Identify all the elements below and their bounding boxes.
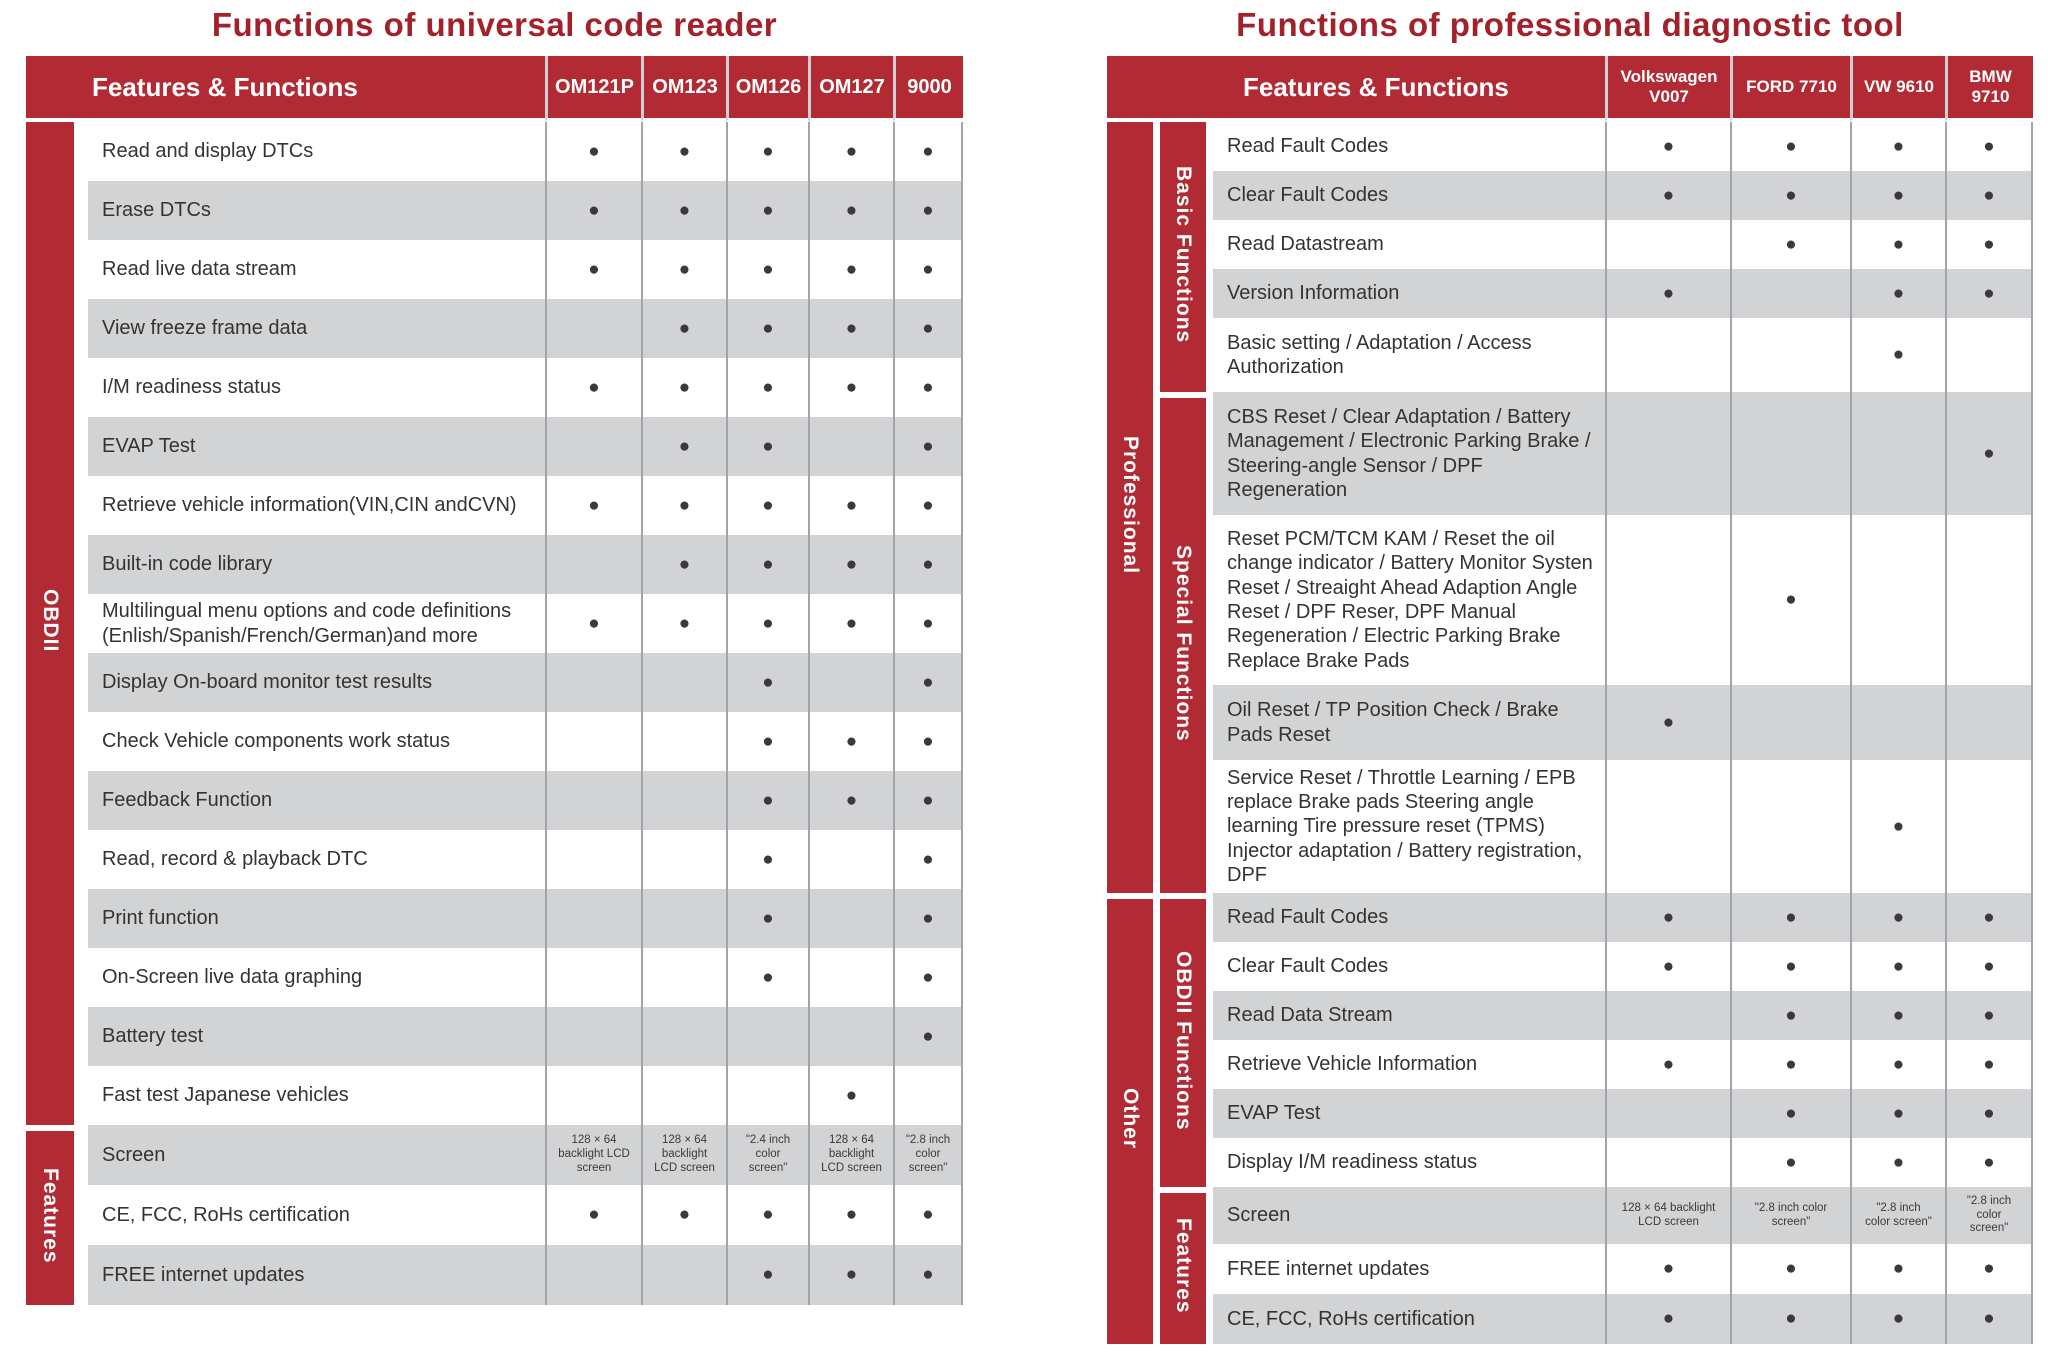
support-dot-cell: ●: [545, 594, 641, 653]
support-dot-cell: [545, 653, 641, 712]
support-dot-cell: ●: [726, 299, 808, 358]
support-dot-cell: ●: [726, 1245, 808, 1305]
screen-spec-cell: "2.4 inch color screen": [726, 1125, 808, 1185]
support-dot-cell: ●: [893, 358, 963, 417]
column-header-ford-7710: FORD 7710: [1730, 56, 1850, 122]
support-dot-cell: ●: [1605, 942, 1730, 991]
support-dot-cell: ●: [1730, 991, 1850, 1040]
support-dot-cell: [808, 889, 893, 948]
feature-label: Read Data Stream: [1213, 991, 1605, 1040]
professional-diagnostic-tool-panel: [1107, 6, 2033, 1344]
support-dot-cell: ●: [1605, 122, 1730, 171]
column-header-vw-9610: VW 9610: [1850, 56, 1945, 122]
right-table-title: Functions of professional diagnostic tool: [1236, 6, 1904, 43]
support-dot-cell: [545, 712, 641, 771]
support-dot-cell: ●: [726, 122, 808, 181]
universal-code-reader-table: [26, 56, 963, 1305]
support-dot-cell: ●: [808, 358, 893, 417]
support-dot-cell: [641, 771, 726, 830]
left-table-title: Functions of universal code reader: [211, 6, 778, 43]
support-dot-cell: ●: [726, 889, 808, 948]
support-dot-cell: ●: [1730, 515, 1850, 685]
support-dot-cell: ●: [726, 181, 808, 240]
support-dot-cell: ●: [726, 1185, 808, 1245]
features-functions-header: Features & Functions: [1107, 56, 1605, 122]
support-dot-cell: [1605, 991, 1730, 1040]
support-dot-cell: ●: [545, 181, 641, 240]
feature-label: Read, record & playback DTC: [102, 848, 368, 871]
support-dot-cell: ●: [1945, 220, 2033, 269]
support-dot-cell: ●: [1850, 1089, 1945, 1138]
support-dot-cell: ●: [893, 1007, 963, 1066]
support-dot-cell: ●: [1945, 1040, 2033, 1089]
support-dot-cell: ●: [641, 417, 726, 476]
support-dot-cell: ●: [1605, 685, 1730, 760]
support-dot-cell: [641, 712, 726, 771]
support-dot-cell: [545, 299, 641, 358]
column-header-om126: OM126: [726, 56, 808, 122]
section-label-features: Features: [39, 1167, 62, 1264]
section-label-basic-functions: Basic Functions: [1172, 165, 1195, 344]
column-header-om121p: OM121P: [545, 56, 641, 122]
feature-label: Oil Reset / TP Position Check / Brake Pads Reset: [1213, 685, 1605, 760]
support-dot-cell: [808, 948, 893, 1007]
screen-spec-cell: 128 × 64 backlight LCD screen: [545, 1125, 641, 1185]
universal-code-reader-panel: [26, 6, 963, 1305]
section-features-sidebar: [1160, 1187, 1213, 1344]
table-row: [26, 1245, 963, 1305]
support-dot-cell: [1850, 515, 1945, 685]
table-row: [26, 181, 963, 240]
section-label-obdii: OBDII: [39, 589, 62, 653]
support-dot-cell: ●: [893, 181, 963, 240]
column-header-volkswagen-v007: Volkswagen V007: [1605, 56, 1730, 122]
support-dot-cell: ●: [1850, 942, 1945, 991]
feature-label: FREE internet updates: [88, 1245, 545, 1305]
screen-spec-cell: 128 × 64 backlight LCD screen: [808, 1125, 893, 1185]
table-row: [1107, 122, 2033, 171]
support-dot-cell: [893, 1066, 963, 1125]
column-header-om127: OM127: [808, 56, 893, 122]
feature-label: I/M readiness status: [102, 376, 281, 399]
table-row: [1107, 515, 2033, 685]
support-dot-cell: ●: [1730, 1244, 1850, 1294]
table-row: [26, 476, 963, 535]
table-row: [26, 712, 963, 771]
support-dot-cell: [545, 830, 641, 889]
support-dot-cell: ●: [893, 1245, 963, 1305]
support-dot-cell: ●: [1850, 1040, 1945, 1089]
table-row: [26, 1007, 963, 1066]
support-dot-cell: [1605, 220, 1730, 269]
support-dot-cell: ●: [808, 771, 893, 830]
support-dot-cell: ●: [1605, 1294, 1730, 1344]
support-dot-cell: [545, 1066, 641, 1125]
support-dot-cell: ●: [1850, 171, 1945, 220]
table-row: [1107, 942, 2033, 991]
support-dot-cell: [545, 1007, 641, 1066]
support-dot-cell: ●: [726, 948, 808, 1007]
table-header-row: [26, 56, 963, 122]
support-dot-cell: ●: [893, 299, 963, 358]
table-row: [1107, 1089, 2033, 1138]
support-dot-cell: ●: [1850, 893, 1945, 942]
section-special-functions-sidebar: [1160, 392, 1213, 893]
support-dot-cell: ●: [1850, 318, 1945, 392]
support-dot-cell: ●: [893, 240, 963, 299]
support-dot-cell: ●: [545, 358, 641, 417]
support-dot-cell: ●: [808, 594, 893, 653]
support-dot-cell: [641, 889, 726, 948]
table-row: [26, 1185, 963, 1245]
table-row: [26, 299, 963, 358]
support-dot-cell: ●: [1730, 1040, 1850, 1089]
support-dot-cell: [1605, 318, 1730, 392]
table-row: [1107, 1040, 2033, 1089]
support-dot-cell: [1605, 515, 1730, 685]
support-dot-cell: ●: [726, 240, 808, 299]
table-row: [1107, 1244, 2033, 1294]
feature-label: FREE internet updates: [1227, 1257, 1430, 1280]
feature-label: Screen: [1213, 1187, 1605, 1244]
support-dot-cell: ●: [1730, 122, 1850, 171]
feature-label: Service Reset / Throttle Learning / EPB replace Brake pads Steering angle learning Tire pressure reset (TPMS) Injector adaptation / Battery registration， DPF: [1227, 766, 1597, 887]
support-dot-cell: ●: [1850, 122, 1945, 171]
support-dot-cell: ●: [893, 830, 963, 889]
support-dot-cell: [641, 1007, 726, 1066]
support-dot-cell: ●: [893, 417, 963, 476]
table-row: [1107, 1138, 2033, 1187]
support-dot-cell: ●: [893, 889, 963, 948]
feature-label: CE, FCC, RoHs certification: [1213, 1294, 1605, 1344]
support-dot-cell: [1945, 515, 2033, 685]
feature-label: View freeze frame data: [88, 299, 545, 358]
feature-label: Read Fault Codes: [1227, 135, 1389, 158]
support-dot-cell: ●: [1945, 1294, 2033, 1344]
support-dot-cell: [1605, 760, 1730, 893]
feature-label: On-Screen live data graphing: [102, 966, 363, 989]
support-dot-cell: ●: [808, 181, 893, 240]
table-row: [26, 535, 963, 594]
support-dot-cell: ●: [808, 1185, 893, 1245]
support-dot-cell: ●: [893, 535, 963, 594]
feature-label: Print function: [88, 889, 545, 948]
support-dot-cell: ●: [1945, 122, 2033, 171]
support-dot-cell: [808, 417, 893, 476]
feature-label: Feedback Function: [88, 771, 545, 830]
support-dot-cell: [1730, 685, 1850, 760]
support-dot-cell: ●: [641, 299, 726, 358]
support-dot-cell: ●: [808, 476, 893, 535]
support-dot-cell: ●: [641, 476, 726, 535]
table-row: [1107, 760, 2033, 893]
feature-label: Display On-board monitor test results: [88, 653, 545, 712]
support-dot-cell: [545, 889, 641, 948]
support-dot-cell: ●: [808, 240, 893, 299]
feature-label: Clear Fault Codes: [1213, 171, 1605, 220]
feature-label: Basic setting / Adaptation / Access Authorization: [1227, 331, 1532, 378]
support-dot-cell: ●: [1730, 171, 1850, 220]
support-dot-cell: ●: [1850, 1138, 1945, 1187]
screen-spec-cell: "2.8 inch color screen": [1850, 1187, 1945, 1244]
support-dot-cell: [1605, 1138, 1730, 1187]
table-row: [26, 594, 963, 653]
support-dot-cell: ●: [808, 535, 893, 594]
support-dot-cell: ●: [808, 299, 893, 358]
support-dot-cell: [808, 1007, 893, 1066]
table-row: [26, 948, 963, 1007]
feature-label: Read Datastream: [1227, 233, 1384, 256]
feature-label: Multilingual menu options and code definitions (Enlish/Spanish/French/German)and more: [102, 600, 512, 647]
section-label-special-functions: Special Functions: [1172, 544, 1195, 742]
support-dot-cell: ●: [893, 653, 963, 712]
support-dot-cell: ●: [1850, 760, 1945, 893]
support-dot-cell: ●: [1730, 893, 1850, 942]
support-dot-cell: ●: [545, 476, 641, 535]
support-dot-cell: [1730, 392, 1850, 515]
support-dot-cell: [1945, 685, 2033, 760]
section-obdii-sidebar: [26, 122, 88, 1125]
table-row: [26, 240, 963, 299]
table-row: [26, 653, 963, 712]
section-obdii-functions-sidebar: [1160, 893, 1213, 1187]
section-label-obdii-functions: OBDII Functions: [1172, 950, 1195, 1131]
professional-diagnostic-tool-table: [1107, 56, 2033, 1344]
feature-label: Retrieve Vehicle Information: [1227, 1053, 1478, 1076]
support-dot-cell: [545, 1245, 641, 1305]
table-row: [26, 830, 963, 889]
support-dot-cell: ●: [1850, 1244, 1945, 1294]
support-dot-cell: [1945, 760, 2033, 893]
support-dot-cell: ●: [1945, 171, 2033, 220]
support-dot-cell: ●: [641, 122, 726, 181]
support-dot-cell: ●: [641, 358, 726, 417]
support-dot-cell: [1605, 392, 1730, 515]
feature-label: Read and display DTCs: [102, 140, 314, 163]
column-header-9000: 9000: [893, 56, 963, 122]
feature-label: Built-in code library: [88, 535, 545, 594]
support-dot-cell: ●: [1605, 893, 1730, 942]
table-row: [1107, 893, 2033, 942]
table-row: [1107, 269, 2033, 318]
column-header-om123: OM123: [641, 56, 726, 122]
table-row: [1107, 392, 2033, 515]
feature-label: CE, FCC, RoHs certification: [102, 1203, 350, 1226]
feature-label: CBS Reset / Clear Adaptation / Battery Management / Electronic Parking Brake / Steering-angle Sensor / DPF Regeneration: [1213, 392, 1605, 515]
support-dot-cell: ●: [808, 1245, 893, 1305]
support-dot-cell: [808, 830, 893, 889]
support-dot-cell: ●: [1945, 942, 2033, 991]
support-dot-cell: ●: [641, 240, 726, 299]
table-row: [1107, 220, 2033, 269]
feature-label: Erase DTCs: [88, 181, 545, 240]
feature-label: Check Vehicle components work status: [102, 730, 450, 753]
table-row: [1107, 1294, 2033, 1344]
support-dot-cell: ●: [726, 653, 808, 712]
support-dot-cell: ●: [893, 771, 963, 830]
feature-label: Reset PCM/TCM KAM / Reset the oil change indicator / Battery Monitor Systen Reset / Streaight Ahead Adaption Angle Reset / DPF Reser, DPF Manual Regeneration / Electric Parking Brake Replace Brake Pads: [1227, 527, 1593, 672]
screen-spec-cell: 128 × 64 backlight LCD screen: [641, 1125, 726, 1185]
table-row: [1107, 318, 2033, 392]
feature-label: Display I/M readiness status: [1227, 1151, 1478, 1174]
support-dot-cell: [641, 1066, 726, 1125]
support-dot-cell: [1605, 1089, 1730, 1138]
feature-label: Read Fault Codes: [1213, 893, 1605, 942]
support-dot-cell: ●: [726, 358, 808, 417]
support-dot-cell: ●: [545, 122, 641, 181]
support-dot-cell: ●: [808, 1066, 893, 1125]
support-dot-cell: ●: [545, 1185, 641, 1245]
column-header-bmw-9710: BMW 9710: [1945, 56, 2033, 122]
table-row: [1107, 1187, 2033, 1244]
support-dot-cell: ●: [641, 181, 726, 240]
support-dot-cell: ●: [726, 417, 808, 476]
feature-label: Retrieve vehicle information(VIN,CIN andCVN): [102, 494, 517, 517]
support-dot-cell: ●: [726, 712, 808, 771]
table-row: [1107, 685, 2033, 760]
support-dot-cell: [641, 830, 726, 889]
support-dot-cell: [726, 1066, 808, 1125]
table-row: [1107, 991, 2033, 1040]
feature-label: EVAP Test: [1213, 1089, 1605, 1138]
support-dot-cell: [1945, 318, 2033, 392]
support-dot-cell: ●: [893, 476, 963, 535]
table-row: [26, 417, 963, 476]
support-dot-cell: ●: [1730, 1294, 1850, 1344]
support-dot-cell: ●: [1605, 171, 1730, 220]
section-basic-functions-sidebar: [1160, 122, 1213, 392]
feature-label: Battery test: [88, 1007, 545, 1066]
support-dot-cell: ●: [726, 594, 808, 653]
support-dot-cell: [545, 771, 641, 830]
support-dot-cell: ●: [1605, 1040, 1730, 1089]
section-label-other: Other: [1119, 1088, 1142, 1150]
support-dot-cell: ●: [726, 476, 808, 535]
support-dot-cell: ●: [808, 712, 893, 771]
screen-spec-cell: "2.8 inch color screen": [1730, 1187, 1850, 1244]
support-dot-cell: ●: [1605, 1244, 1730, 1294]
support-dot-cell: [545, 948, 641, 1007]
table-row: [26, 1066, 963, 1125]
support-dot-cell: ●: [726, 535, 808, 594]
feature-label: Version Information: [1213, 269, 1605, 318]
support-dot-cell: ●: [1850, 269, 1945, 318]
support-dot-cell: [1730, 269, 1850, 318]
support-dot-cell: ●: [1945, 893, 2033, 942]
screen-spec-cell: "2.8 inch color screen": [893, 1125, 963, 1185]
support-dot-cell: ●: [545, 240, 641, 299]
table-row: [26, 122, 963, 181]
support-dot-cell: ●: [641, 594, 726, 653]
feature-label: Read live data stream: [102, 258, 297, 281]
feature-label: Clear Fault Codes: [1227, 955, 1389, 978]
support-dot-cell: ●: [641, 1185, 726, 1245]
support-dot-cell: ●: [1730, 1089, 1850, 1138]
table-row: [26, 1125, 963, 1185]
section-other-sidebar: [1107, 893, 1160, 1344]
support-dot-cell: [1850, 685, 1945, 760]
support-dot-cell: ●: [1945, 269, 2033, 318]
support-dot-cell: ●: [1730, 942, 1850, 991]
section-features-sidebar: [26, 1125, 88, 1305]
support-dot-cell: [545, 417, 641, 476]
support-dot-cell: [641, 1245, 726, 1305]
feature-label: EVAP Test: [88, 417, 545, 476]
table-row: [26, 771, 963, 830]
screen-spec-cell: 128 × 64 backlight LCD screen: [1605, 1187, 1730, 1244]
support-dot-cell: ●: [893, 948, 963, 1007]
support-dot-cell: ●: [726, 830, 808, 889]
support-dot-cell: ●: [1945, 1089, 2033, 1138]
feature-label: Fast test Japanese vehicles: [102, 1084, 349, 1107]
feature-label: Screen: [88, 1125, 545, 1185]
support-dot-cell: ●: [893, 712, 963, 771]
section-professional-sidebar: [1107, 122, 1160, 893]
support-dot-cell: ●: [641, 535, 726, 594]
support-dot-cell: ●: [1850, 991, 1945, 1040]
support-dot-cell: ●: [808, 122, 893, 181]
section-label-professional: Professional: [1119, 435, 1142, 575]
support-dot-cell: ●: [1945, 991, 2033, 1040]
support-dot-cell: ●: [893, 1185, 963, 1245]
support-dot-cell: ●: [893, 122, 963, 181]
support-dot-cell: [641, 948, 726, 1007]
support-dot-cell: [1730, 760, 1850, 893]
support-dot-cell: ●: [1730, 1138, 1850, 1187]
support-dot-cell: ●: [1730, 220, 1850, 269]
support-dot-cell: ●: [1850, 220, 1945, 269]
support-dot-cell: [726, 1007, 808, 1066]
support-dot-cell: ●: [1850, 1294, 1945, 1344]
support-dot-cell: [545, 535, 641, 594]
support-dot-cell: ●: [1945, 1138, 2033, 1187]
table-row: [1107, 171, 2033, 220]
table-header-row: [1107, 56, 2033, 122]
support-dot-cell: ●: [726, 771, 808, 830]
support-dot-cell: [1730, 318, 1850, 392]
support-dot-cell: [1850, 392, 1945, 515]
table-row: [26, 358, 963, 417]
support-dot-cell: ●: [1945, 1244, 2033, 1294]
section-label-features: Features: [1172, 1218, 1195, 1314]
features-functions-header: Features & Functions: [26, 56, 545, 122]
support-dot-cell: [808, 653, 893, 712]
table-row: [26, 889, 963, 948]
screen-spec-cell: "2.8 inch color screen": [1945, 1187, 2033, 1244]
support-dot-cell: ●: [893, 594, 963, 653]
support-dot-cell: ●: [1605, 269, 1730, 318]
support-dot-cell: ●: [1945, 392, 2033, 515]
support-dot-cell: [641, 653, 726, 712]
